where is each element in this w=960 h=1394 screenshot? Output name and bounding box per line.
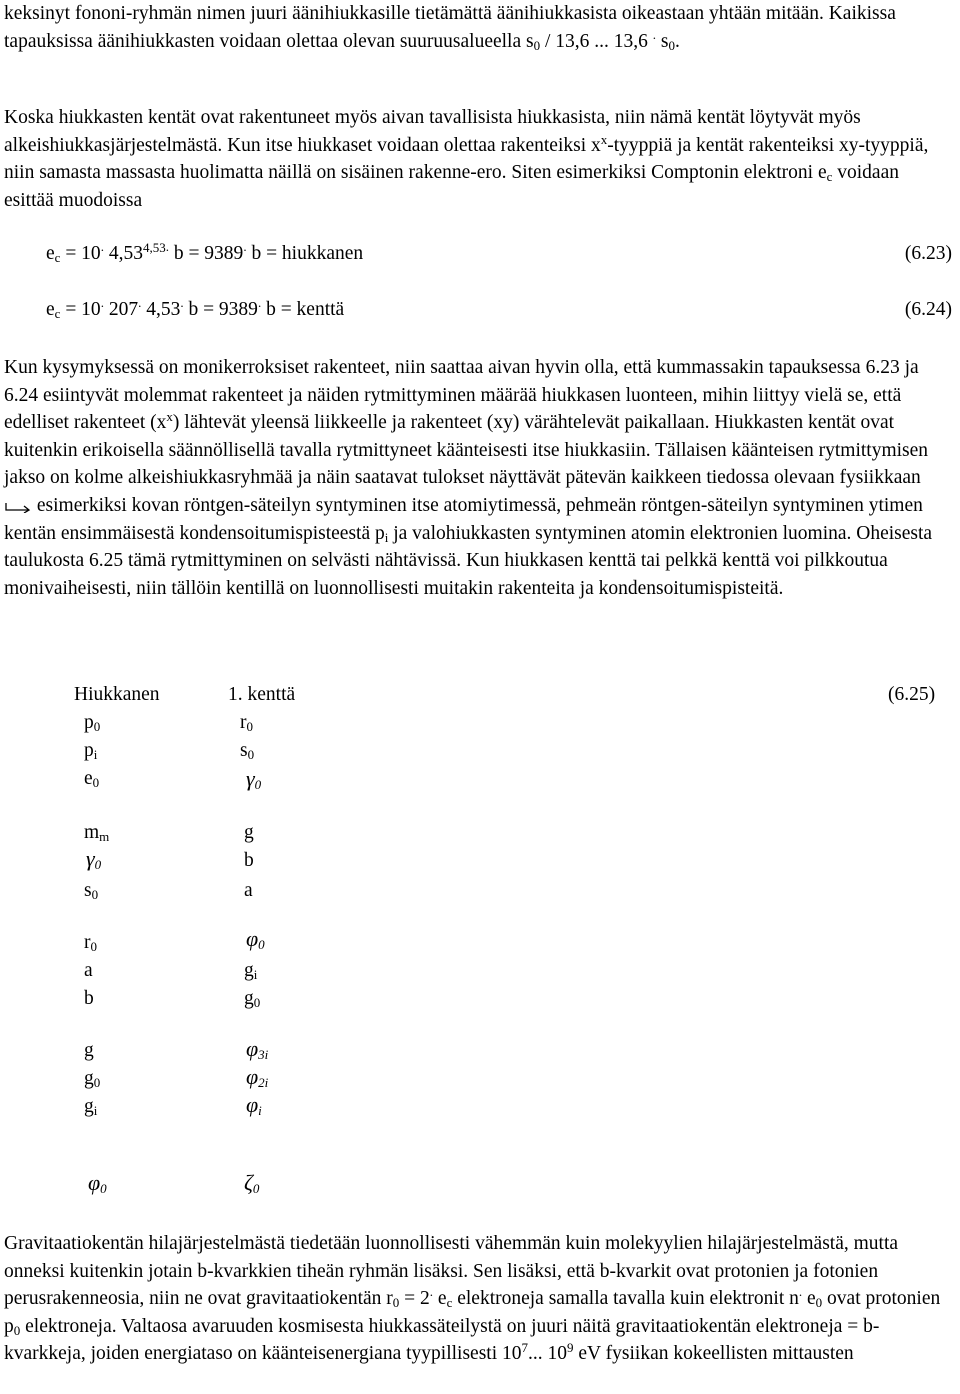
table-cell-field: $g_0$ [244,988,261,1010]
table-cell-particle: $m_m$ [84,822,110,844]
table-cell-field: $\varphi_0$ [246,926,265,952]
table-cell-field: $\zeta_0$ [244,1170,260,1196]
table-cell-field: $\varphi_{2i}$ [246,1064,269,1090]
equation-expression: $e_c = 10^.$ $4,53^{4,53.}$ b = 9389. b = hiukkanen [46,239,364,265]
table-cell-field: $\varphi_{3i}$ [246,1036,269,1062]
implies-arrow-icon [4,501,32,513]
table-cell-particle: $g_0$ [84,1068,101,1090]
equation-expression: $e_c = 10^.$ 207. 4,53. b = 9389. b = kenttä [46,295,345,321]
paragraph-4: Gravitaatiokentän hilajärjestelmästä tiedetään luonnollisesti vähemmän kuin molekyylien hilajärjestelmästä, mutta onneksi kuitenkin jotain b-kvarkkien tiheän ryhmän lisäksi. Sen lisäksi, että b-kvarkit ovat protonien ja fotonien perusrakenneosia, niin ne ovat gravitaatiokentän $r_0 = 2^.$ $e_c$ elektroneja samalla tavalla kuin elektronit n. $e_0$ ovat protonien $p_0$ elektroneja. Valtaosa avaruuden kosmisesta hiukkassäteilystä on juuri näitä gravitaatiokentän elektroneja = b-kvarkkeja, joiden energiataso on käänteisenergiana tyypillisesti $10^7$... $10^9$ eV fysiikan kokeellisten mittausten [4,1233,941,1365]
table-cell-field: $r_0$ [240,712,253,734]
equation-6-23 [46,239,952,270]
table-cell-particle: $\varphi_0$ [88,1170,107,1196]
table-cell-particle: $p_i$ [84,740,98,762]
table-cell-field: b [244,850,254,871]
equation-number: (6.23) [904,243,952,264]
table-cell-field: $s_0$ [240,740,255,762]
equation-number: (6.24) [904,299,952,320]
table-cell-particle: $e_0$ [84,768,100,790]
table-header-particle: Hiukkanen [74,684,160,705]
table-cell-particle: $r_0$ [84,932,97,954]
table-cell-field: g [244,822,254,843]
table-cell-particle: a [84,960,93,981]
paragraph-2: Koska hiukkasten kentät ovat rakentuneet myös aivan tavallisista hiukkasista, niin nämä kentät löytyvät myös alkeishiukkasjärjestelmästä. Kun itse hiukkaset voidaan olettaa rakenteiksi $x^x$-tyyppiä ja kentät rakenteiksi xy-tyyppiä, niin samasta massasta huolimatta näillä on sisäinen rakenne-ero. Siten esimerkiksi Comptonin elektroni $e_c$ voidaan esittää muodoissa [4,107,929,211]
table-cell-particle: $g_i$ [84,1096,98,1118]
table-number: (6.25) [888,684,936,705]
table-cell-field: $\varphi_i$ [246,1092,262,1118]
table-cell-particle: g [84,1040,94,1061]
table-cell-field: a [244,880,253,901]
table-cell-field: $\gamma_0$ [246,766,262,792]
equation-6-24 [46,295,952,326]
paragraph-3: Kun kysymyksessä on monikerroksiset rakenteet, niin saattaa aivan hyvin olla, että kummassakin tapauksessa 6.23 ja 6.24 esiintyvät molemmat rakenteet ja näiden rytmittyminen määrää hiukkasen luonteen, mihin liittyy vielä se, että edelliset rakenteet $(x^x)$ lähtevät yleensä liikkeelle ja rakenteet (xy) värähtelevät paikallaan. Hiukkasten kentät ovat kuitenkin erikoisella säännöllisellä tavalla rytmittyneet käänteisesti itse hiukkasiin. Tällaisen käänteisen rytmittymisen jakso on kolme alkeishiukkasryhmää ja näin saatavat tulokset näyttävät pätevän kaikkeen tiedossa olevaan fysiikkaan esimerkiksi kovan röntgen-säteilyn syntyminen itse atomiytimessä, pehmeän röntgen-säteilyn syntyminen ytimen kentän ensimmäisestä kondensoitumispisteestä $p_i$ ja valohiukkasten syntyminen atomin elektronien luomina. Oheisesta taulukosta 6.25 tämä rytmittyminen on selvästi nähtävissä. Kun hiukkasen kenttä tai pelkkä kenttä voi pilkkoutua monivaiheisesti, niin tällöin kentillä on luonnollisesti muitakin rakenteita ja kondensoitumispisteitä. [4,357,933,599]
table-cell-field: $g_i$ [244,960,258,982]
paragraph-1: keksinyt fononi-ryhmän nimen juuri äänihiukkasille tietämättä äänihiukkasista oikeastaan yhtään mitään. Kaikissa tapauksissa äänihiukkasten voidaan olettaa olevan suuruusalueella $s_0 / 13,6$ ... 13,6 . $s_0$. [4,3,896,53]
table-cell-particle: $s_0$ [84,880,99,902]
table-cell-particle: $p_0$ [84,712,101,734]
table-cell-particle: b [84,988,94,1009]
table-header-field: 1. kenttä [228,684,296,705]
table-cell-particle: $\gamma_0$ [86,846,102,872]
